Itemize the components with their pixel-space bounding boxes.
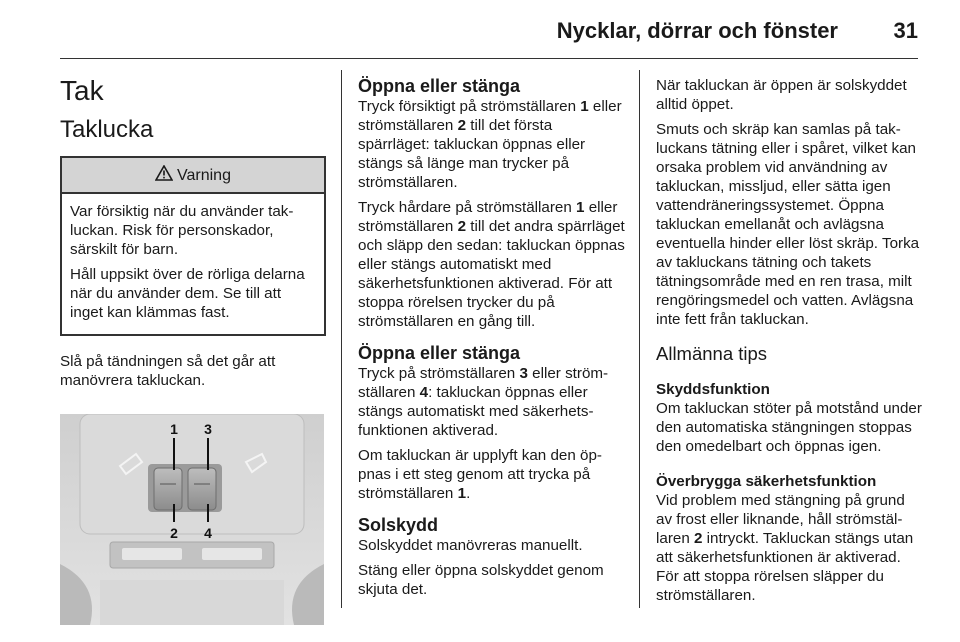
paragraph: Stäng eller öppna solskyddet genom skjuta det. bbox=[358, 562, 604, 598]
paragraph: Tryck försiktigt på strömställaren 1 eller strömställaren 2 till det första spärrläget: takluckan öppnas eller stängs så länge man trycker på strömställaren. bbox=[358, 98, 622, 191]
warning-text: Håll uppsikt över de rörliga delarna när du använder dem. Se till att inget kan klämmas fast. bbox=[70, 266, 305, 321]
section-heading: Solskydd bbox=[358, 515, 439, 535]
warning-box bbox=[60, 156, 326, 336]
subsection-heading: Skyddsfunktion bbox=[656, 381, 770, 398]
sunroof-switch-photo bbox=[60, 414, 324, 625]
switch-label-3: 3 bbox=[204, 421, 212, 437]
paragraph: Slå på tändningen så det går att manövrera takluckan. bbox=[60, 353, 276, 389]
header-title: Nycklar, dörrar och fönster bbox=[556, 18, 838, 43]
warning-label: Varning bbox=[177, 166, 231, 184]
column-divider bbox=[341, 70, 342, 608]
column-1 bbox=[60, 76, 326, 630]
column-2 bbox=[358, 76, 626, 605]
subsection-heading: Överbrygga säkerhetsfunktion bbox=[656, 473, 877, 490]
section-heading: Öppna eller stänga bbox=[358, 343, 521, 363]
page-number: 31 bbox=[893, 18, 918, 43]
warning-header bbox=[62, 158, 324, 194]
paragraph: När takluckan är öppen är solskyddet alltid öppet. bbox=[656, 77, 907, 113]
warning-triangle-icon bbox=[155, 165, 173, 186]
paragraph: Vid problem med stängning på grund av frost eller liknande, håll strömställaren 2 intryckt. Takluckan stängs utan att säkerhetsfunktionen är aktiverad. För att stoppa rörelsen släpper du strömställaren. bbox=[656, 492, 914, 604]
warning-text: Var försiktig när du använder takluckan. Risk för personskador, särskilt för barn. bbox=[70, 203, 294, 258]
paragraph: Tryck på strömställaren 3 eller strömställaren 4: takluckan öppnas eller stängs automatiskt med säkerhetsfunktionen aktiverad. bbox=[358, 365, 609, 439]
page-header bbox=[60, 14, 918, 58]
switch-label-4: 4 bbox=[204, 525, 212, 541]
paragraph: Tryck hårdare på strömställaren 1 eller strömställaren 2 till det andra spärrläget och släpp den sedan: takluckan öppnas eller stängs automatiskt med säkerhetsfunktionen aktiverad. För att stoppa rörelsen trycker du på strömställaren en gång till. bbox=[358, 199, 625, 330]
section-heading: Öppna eller stänga bbox=[358, 76, 521, 96]
subsection-title: Taklucka bbox=[60, 116, 154, 143]
switch-label-2: 2 bbox=[170, 525, 178, 541]
section-title: Tak bbox=[60, 75, 104, 106]
paragraph: Smuts och skräp kan samlas på takluckans tätning eller i spåret, vilket kan orsaka problem vid användning av takluckan, missljud, eller sätta igen vattendräneringssystemet. Öppna takluckan emellanåt och avlägsna eventuella hinder eller löst skräp. Torka av takluckans tätning och takets tätningsområde med en ren trasa, milt rengöringsmedel och vatten. Avlägsna inte fett från takluckan. bbox=[656, 121, 920, 328]
paragraph: Om takluckan stöter på motstånd under den automatiska stängningen stoppas den omedelbart och öppnas igen. bbox=[656, 400, 922, 455]
switch-label-1: 1 bbox=[170, 421, 178, 437]
header-rule bbox=[60, 58, 918, 59]
paragraph: Solskyddet manövreras manuellt. bbox=[358, 537, 583, 554]
column-divider bbox=[639, 70, 640, 608]
section-heading: Allmänna tips bbox=[656, 343, 768, 364]
paragraph: Om takluckan är upplyft kan den öppnas i ett steg genom att trycka på strömställaren 1. bbox=[358, 447, 602, 502]
column-3 bbox=[656, 76, 924, 611]
